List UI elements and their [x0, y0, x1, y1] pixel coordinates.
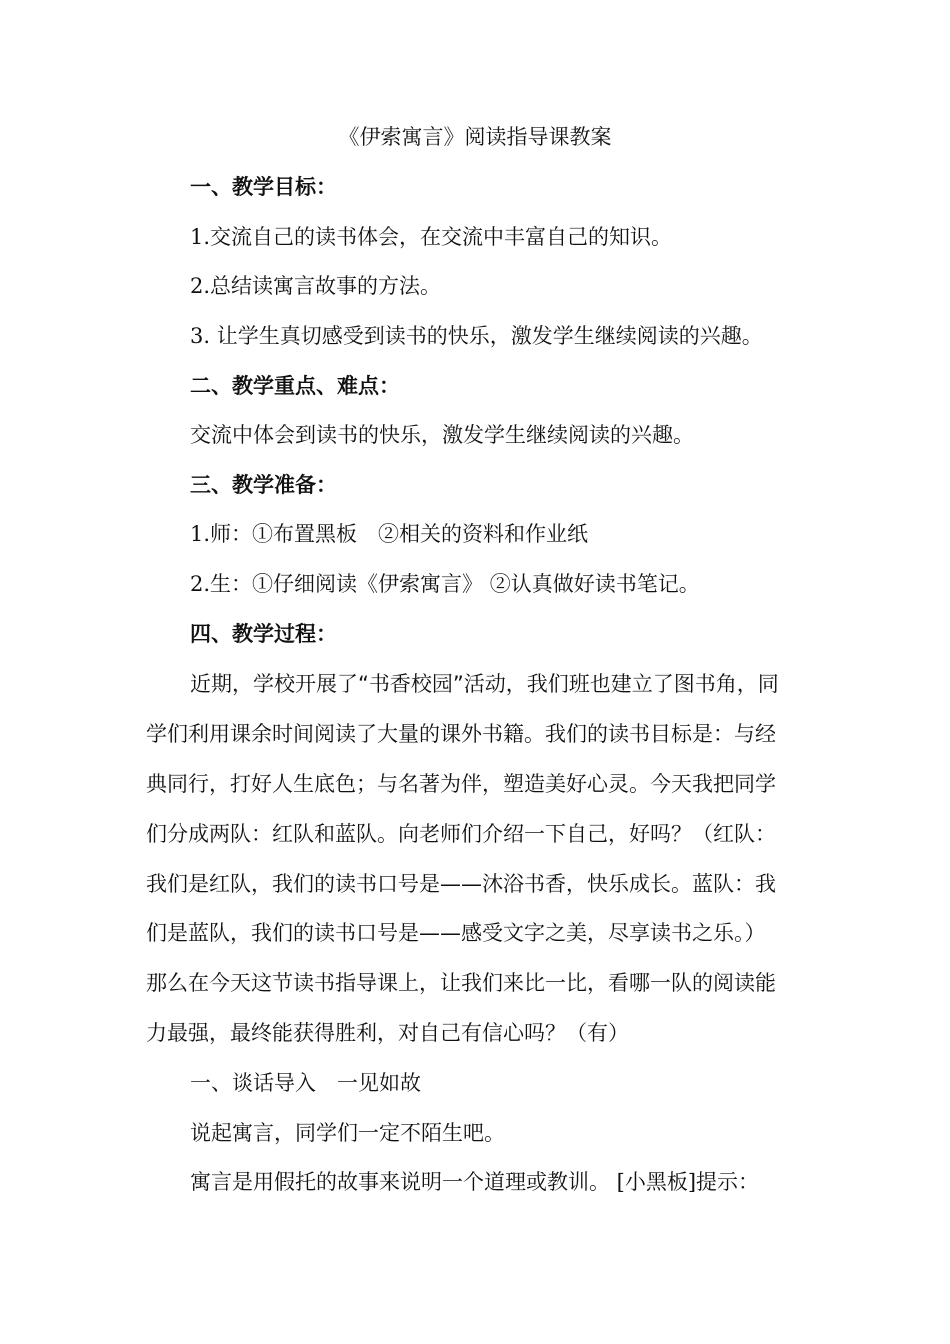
- document-title: 《伊索寓言》阅读指导课教案: [338, 125, 612, 149]
- preparation-item-1: 1.师：①布置黑板 ②相关的资料和作业纸: [190, 522, 589, 546]
- goals-heading: 一、教学目标：: [190, 175, 337, 199]
- intro-paragraph-line: 们是蓝队，我们的读书口号是——感受文字之美，尽享读书之乐。）: [146, 921, 766, 945]
- intro-paragraph-line: 典同行，打好人生底色；与名著为伴，塑造美好心灵。今天我把同学: [146, 772, 776, 796]
- intro-paragraph-line: 们分成两队：红队和蓝队。向老师们介绍一下自己，好吗？（红队：: [146, 822, 776, 846]
- step-1-heading: 一、谈话导入 一见如故: [190, 1071, 421, 1095]
- goal-item-2: 2.总结读寓言故事的方法。: [190, 274, 442, 298]
- goal-item-3: 3. 让学生真切感受到读书的快乐，激发学生继续阅读的兴趣。: [190, 324, 763, 348]
- step-1-line-1: 说起寓言，同学们一定不陌生吧。: [190, 1121, 505, 1145]
- step-1-line-2: 寓言是用假托的故事来说明一个道理或教训。 [小黑板]提示：: [190, 1170, 760, 1194]
- preparation-item-2: 2.生：①仔细阅读《伊索寓言》 ②认真做好读书笔记。: [190, 572, 700, 596]
- process-heading: 四、教学过程：: [190, 622, 337, 646]
- intro-paragraph-line: 那么在今天这节读书指导课上，让我们来比一比，看哪一队的阅读能: [146, 971, 776, 995]
- intro-paragraph-line: 力最强，最终能获得胜利，对自己有信心吗？（有）: [146, 1021, 629, 1045]
- preparation-heading: 三、教学准备：: [190, 473, 337, 497]
- intro-paragraph-line: 我们是红队，我们的读书口号是——沐浴书香，快乐成长。蓝队：我: [146, 872, 776, 896]
- intro-paragraph-line: 近期，学校开展了“书香校园”活动，我们班也建立了图书角，同: [190, 672, 779, 696]
- key-points-heading: 二、教学重点、难点：: [190, 374, 400, 398]
- intro-paragraph-line: 学们利用课余时间阅读了大量的课外书籍。我们的读书目标是：与经: [146, 722, 776, 746]
- goal-item-1: 1.交流自己的读书体会，在交流中丰富自己的知识。: [190, 225, 673, 249]
- key-points-text: 交流中体会到读书的快乐，激发学生继续阅读的兴趣。: [190, 423, 694, 447]
